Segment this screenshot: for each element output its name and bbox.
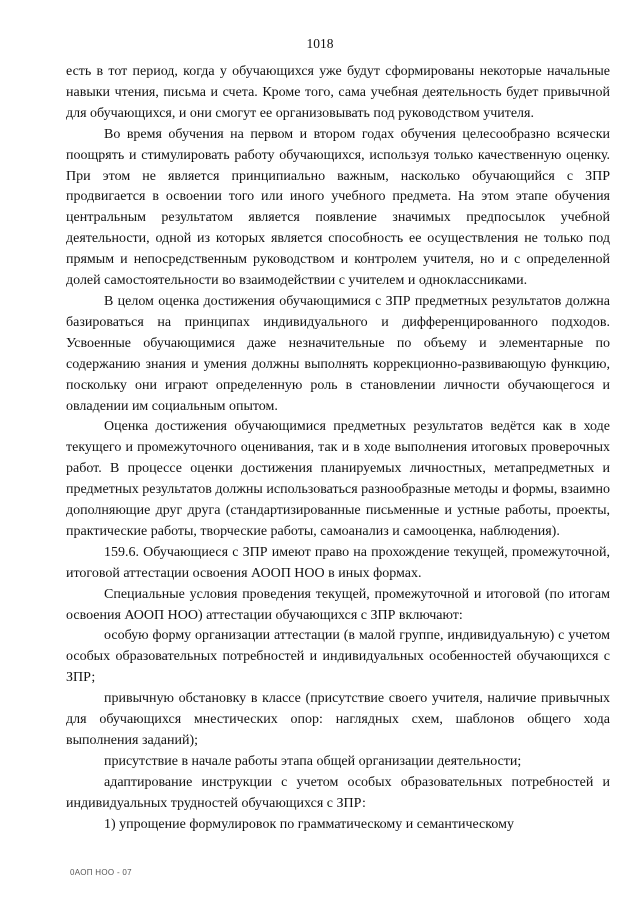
paragraph-first-second-years: Во время обучения на первом и втором годах обучения целесообразно всячески поощрять и стимулировать работу обучающихся, используя только качественную оценку. При этом не является принципиально важным, насколько обучающийся с ЗПР продвигается в освоении того или иного учебного предмета. На этом этапе обучения центральным результатом является появление значимых предпосылок учебной деятельности, одной из которых является способность ее осуществления не только под прямым и непосредственным руководством и контролем учителя, но и с определенной долей самостоятельности во взаимодействии с учителем и одноклассниками. xyxy=(66,126,610,289)
list-item-organization-stage: присутствие в начале работы этапа общей организации деятельности; xyxy=(104,753,522,769)
paragraph-continuation: есть в тот период, когда у обучающихся уже будут сформированы некоторые начальные навыки чтения, письма и счета. Кроме того, сама учебная деятельность будет привычной для обучающихся, и они смогут ее организовывать под руководством учителя. xyxy=(66,64,610,121)
list-item-simplified-wording: 1) упрощение формулировок по грамматическому и семантическому xyxy=(104,816,514,832)
page-number: 1018 xyxy=(306,36,334,51)
list-item-familiar-environment: привычную обстановку в классе (присутствие своего учителя, наличие привычных для обучающихся мнестических опор: наглядных схем, шаблонов общего хода выполнения заданий); xyxy=(66,691,610,748)
page-footer: 0АОП НОО - 07 xyxy=(70,868,132,877)
document-body xyxy=(66,62,610,836)
paragraph-assessment-methods: Оценка достижения обучающимися предметных результатов ведётся как в ходе текущего и промежуточного оценивания, так и в ходе выполнения итоговых проверочных работ. В процессе оценки достижения планируемых личностных, метапредметных и предметных результатов должны использоваться разнообразные методы и формы, взаимно дополняющие друг друга (стандартизированные письменные и устные работы, проекты, практические работы, творческие работы, самоанализ и самооценка, наблюдения). xyxy=(66,419,610,539)
paragraph-section-159-6: 159.6. Обучающиеся с ЗПР имеют право на прохождение текущей, промежуточной, итоговой аттестации освоения АООП НОО в иных формах. xyxy=(66,544,610,581)
paragraph-subject-results-principles: В целом оценка достижения обучающимися с ЗПР предметных результатов должна базироваться на принципах индивидуального и дифференцированного подходов. Усвоенные обучающимися даже незначительные по объему и элементарные по содержанию знания и умения должны выполнять коррекционно-развивающую функцию, поскольку они играют определенную роль в становлении личности обучающегося и овладении им социальным опытом. xyxy=(66,293,610,414)
list-item-adapted-instructions: адаптирование инструкции с учетом особых образовательных потребностей и индивидуальных трудностей обучающихся с ЗПР: xyxy=(66,774,610,811)
paragraph-special-conditions: Специальные условия проведения текущей, промежуточной и итоговой (по итогам освоения АООП НОО) аттестации обучающихся с ЗПР включают: xyxy=(66,586,610,623)
list-item-special-form: особую форму организации аттестации (в малой группе, индивидуальную) с учетом особых образовательных потребностей и индивидуальных особенностей обучающихся с ЗПР; xyxy=(66,628,610,686)
